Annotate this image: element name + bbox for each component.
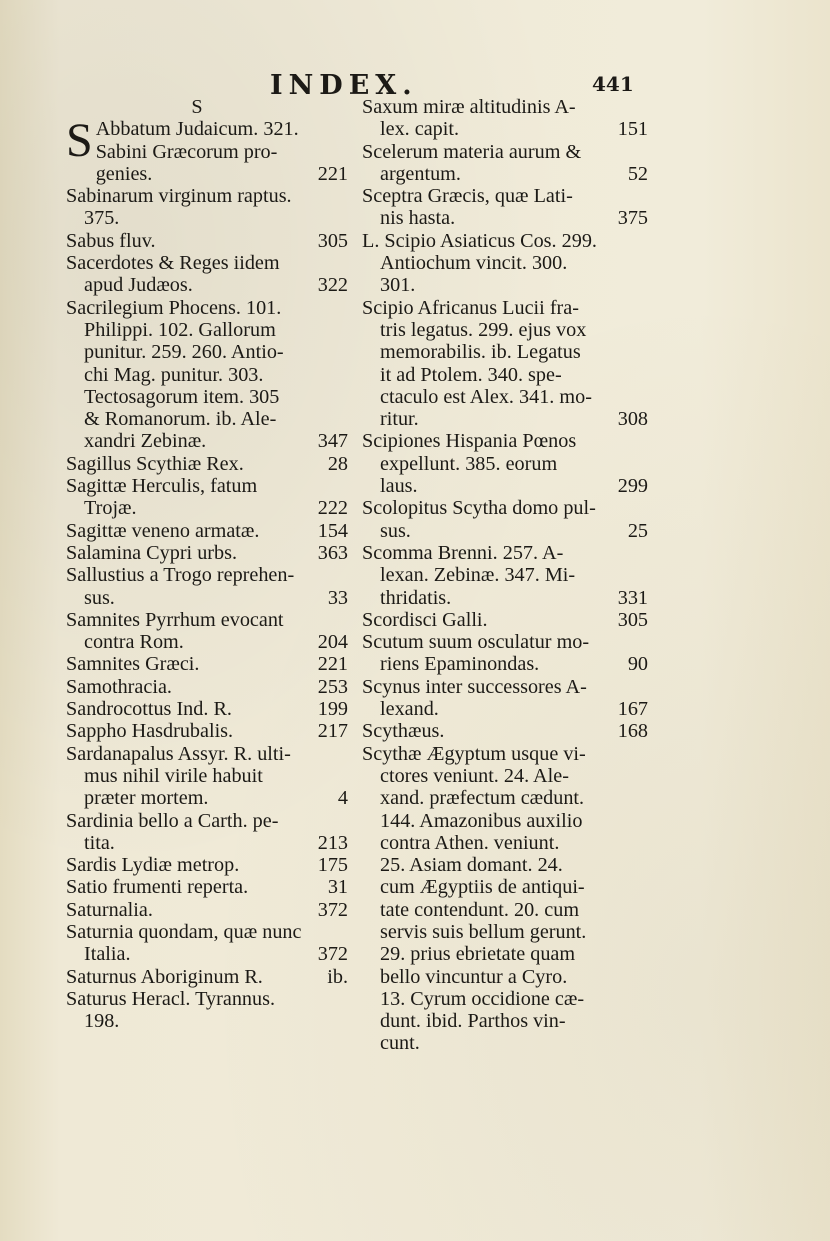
entry-line: Scipio Africanus Lucii fra-	[362, 296, 579, 319]
entry-page-ref: 222	[317, 497, 348, 520]
entry-page-ref: 175	[317, 854, 348, 877]
drop-cap: S	[66, 114, 93, 168]
entry-line: Sacrilegium Phocens. 101.	[66, 296, 282, 319]
entry-line: cum Ægyptiis de antiqui-	[380, 876, 585, 899]
entry-line: tris legatus. 299. ejus vox	[380, 318, 587, 341]
index-entry	[66, 653, 348, 675]
entry-line: punitur. 259. 260. Antio-	[84, 341, 284, 364]
entry-line: Sceptra Græcis, quæ Lati-	[362, 185, 573, 208]
entry-line: Scynus inter successores A-	[362, 675, 587, 698]
entry-line: lexand.	[380, 698, 439, 721]
entry-page-ref: 25	[627, 519, 648, 542]
index-entry	[66, 230, 348, 252]
entry-page-ref: 52	[627, 162, 648, 185]
index-entry	[66, 921, 348, 966]
entry-page-ref: 151	[617, 118, 648, 141]
entry-line: Sandrocottus Ind. R.	[66, 698, 232, 721]
entry-line: contra Athen. veniunt.	[380, 831, 560, 854]
entry-line: cunt.	[380, 1032, 420, 1055]
index-entry	[66, 854, 348, 876]
entry-line: tita.	[84, 831, 115, 854]
entry-line: Sagittæ Herculis, fatum	[66, 475, 258, 498]
entry-page-ref: 204	[317, 631, 348, 654]
entry-line: chi Mag. punitur. 303.	[84, 363, 264, 386]
entry-line: Sallustius a Trogo reprehen-	[66, 564, 295, 587]
entry-page-ref: 253	[317, 675, 348, 698]
entry-line: xand. præfectum cædunt.	[380, 787, 585, 810]
entry-page-ref: 217	[317, 720, 348, 743]
index-entry	[66, 609, 348, 654]
index-entry	[362, 185, 648, 230]
entry-line: Antiochum vincit. 300.	[380, 252, 568, 275]
entry-line: Satio frumenti reperta.	[66, 876, 249, 899]
entry-page-ref: 372	[317, 943, 348, 966]
entry-line: ctores veniunt. 24. Ale-	[380, 764, 569, 787]
entry-line: Salamina Cypri urbs.	[66, 541, 238, 564]
entry-page-ref: 168	[617, 720, 648, 743]
entry-line: Sardinia bello a Carth. pe-	[66, 809, 279, 832]
index-column-left	[66, 96, 348, 1032]
index-entry	[66, 520, 348, 542]
entry-page-ref: 305	[317, 229, 348, 252]
entry-line: Italia.	[84, 943, 131, 966]
index-entry	[362, 676, 648, 721]
index-entry	[66, 698, 348, 720]
entry-line: genies.	[95, 162, 153, 185]
entry-line: sus.	[380, 519, 411, 542]
entry-page-ref: 375	[617, 207, 648, 230]
index-entry	[66, 876, 348, 898]
entry-page-ref: 363	[317, 541, 348, 564]
entry-page-ref: 154	[317, 519, 348, 542]
entry-line: Saturnalia.	[66, 898, 153, 921]
entry-line: Sappho Hasdrubalis.	[66, 720, 234, 743]
entry-line: Scutum suum osculatur mo-	[362, 631, 590, 654]
entry-line: Scythæus.	[362, 720, 445, 743]
entry-line: argentum.	[380, 162, 461, 185]
entry-line: ritur.	[380, 408, 419, 431]
entry-line: 29. prius ebrietate quam	[380, 943, 576, 966]
entry-line: L. Scipio Asiaticus Cos. 299.	[362, 229, 597, 252]
index-entry	[66, 676, 348, 698]
index-entry	[362, 497, 648, 542]
entry-page-ref: ib.	[327, 965, 348, 988]
entry-line: bello vincuntur a Cyro.	[380, 965, 568, 988]
entry-line: Scelerum materia aurum &	[362, 140, 582, 163]
entry-page-ref: 322	[317, 274, 348, 297]
entry-line: dunt. ibid. Parthos vin-	[380, 1010, 566, 1033]
entry-page-ref: 4	[337, 787, 348, 810]
entry-page-ref: 221	[317, 653, 348, 676]
entry-line: Sagillus Scythiæ Rex.	[66, 452, 244, 475]
entry-page-ref: 28	[327, 452, 348, 475]
entry-line: tate contendunt. 20. cum	[380, 898, 580, 921]
entry-line: Abbatum Judaicum. 321.	[95, 118, 299, 141]
entry-page-ref: 33	[327, 586, 348, 609]
entry-line: Saxum miræ altitudinis A-	[362, 96, 576, 118]
entry-page-ref: 372	[317, 898, 348, 921]
entry-line: xandri Zebinæ.	[84, 430, 207, 453]
index-entry	[66, 297, 348, 453]
entry-line: Scomma Brenni. 257. A-	[362, 541, 564, 564]
entry-page-ref: 305	[617, 608, 648, 631]
index-entry	[66, 141, 348, 186]
entry-line: Scolopitus Scytha domo pul-	[362, 497, 596, 520]
entry-line: 375.	[84, 207, 120, 230]
entry-line: riens Epaminondas.	[380, 653, 540, 676]
entry-line: 13. Cyrum occidione cæ-	[380, 987, 585, 1010]
index-entry	[362, 430, 648, 497]
entry-line: lexan. Zebinæ. 347. Mi-	[380, 564, 576, 587]
entry-line: Trojæ.	[84, 497, 137, 520]
entry-line: Scipiones Hispania Pœnos	[362, 430, 577, 453]
entry-page-ref: 90	[627, 653, 648, 676]
entry-page-ref: 308	[617, 408, 648, 431]
index-entry	[66, 185, 348, 230]
entry-line: servis suis bellum gerunt.	[380, 920, 587, 943]
entry-line: Philippi. 102. Gallorum	[84, 318, 276, 341]
entry-line: Samnites Pyrrhum evocant	[66, 608, 284, 631]
entry-page-ref: 199	[317, 698, 348, 721]
entry-page-ref: 213	[317, 831, 348, 854]
entry-line: Sagittæ veneno armatæ.	[66, 519, 260, 542]
entry-line: contra Rom.	[84, 631, 184, 654]
entry-page-ref: 221	[317, 162, 348, 185]
index-entry	[66, 542, 348, 564]
entry-line: it ad Ptolem. 340. spe-	[380, 363, 562, 386]
entry-line: memorabilis. ib. Legatus	[380, 341, 581, 364]
entry-line: Saturus Heracl. Tyrannus.	[66, 987, 276, 1010]
index-entry	[66, 988, 348, 1033]
index-entry	[66, 899, 348, 921]
entry-line: præter mortem.	[84, 787, 209, 810]
entry-line: sus.	[84, 586, 115, 609]
entry-line: apud Judæos.	[84, 274, 193, 297]
entry-page-ref: 167	[617, 698, 648, 721]
entry-page-ref: 347	[317, 430, 348, 453]
entry-line: Samnites Græci.	[66, 653, 200, 676]
entry-line: 144. Amazonibus auxilio	[380, 809, 583, 832]
entry-line: 198.	[84, 1010, 120, 1033]
entry-page-ref: 31	[327, 876, 348, 899]
index-entry	[66, 966, 348, 988]
index-entry	[362, 230, 648, 297]
index-entry	[362, 720, 648, 742]
index-column-right	[362, 96, 648, 1055]
index-entry	[362, 542, 648, 609]
index-entry	[66, 475, 348, 520]
running-head: INDEX.	[270, 70, 418, 101]
index-entry	[66, 564, 348, 609]
entry-line: laus.	[380, 475, 418, 498]
index-entry	[362, 743, 648, 1055]
entry-line: Sabini Græcorum pro-	[95, 140, 278, 163]
entry-line: & Romanorum. ib. Ale-	[84, 408, 277, 431]
entry-line: ctaculo est Alex. 341. mo-	[380, 385, 592, 408]
page-number: 441	[592, 72, 634, 96]
entry-line: Sacerdotes & Reges iidem	[66, 252, 280, 275]
entry-line: Samothracia.	[66, 675, 172, 698]
entry-line: mus nihil virile habuit	[84, 764, 263, 787]
entry-line: Tectosagorum item. 305	[84, 385, 280, 408]
section-letter: S	[191, 96, 203, 118]
entry-line: lex. capit.	[380, 118, 460, 141]
index-entry	[362, 96, 648, 141]
entry-line: Sabinarum virginum raptus.	[66, 185, 292, 208]
entry-line: Scordisci Galli.	[362, 608, 488, 631]
entry-line: Sabus fluv.	[66, 229, 156, 252]
index-entry	[66, 743, 348, 810]
entry-line: Sardis Lydiæ metrop.	[66, 854, 240, 877]
index-entry	[66, 810, 348, 855]
entry-line: thridatis.	[380, 586, 452, 609]
index-entry	[66, 252, 348, 297]
entry-page-ref: 331	[617, 586, 648, 609]
index-entry	[362, 631, 648, 676]
entry-line: Saturnus Aboriginum R.	[66, 965, 263, 988]
entry-line: 25. Asiam domant. 24.	[380, 854, 563, 877]
entry-line: 301.	[380, 274, 416, 297]
index-entry	[66, 453, 348, 475]
entry-line: Sardanapalus Assyr. R. ulti-	[66, 742, 291, 765]
entry-page-ref: 299	[617, 475, 648, 498]
index-entry	[362, 141, 648, 186]
entry-line: nis hasta.	[380, 207, 456, 230]
index-entry	[362, 609, 648, 631]
index-entry	[362, 297, 648, 431]
index-entry	[66, 720, 348, 742]
entry-line: Scythæ Ægyptum usque vi-	[362, 742, 586, 765]
entry-line: Saturnia quondam, quæ nunc	[66, 920, 302, 943]
entry-line: expellunt. 385. eorum	[380, 452, 558, 475]
